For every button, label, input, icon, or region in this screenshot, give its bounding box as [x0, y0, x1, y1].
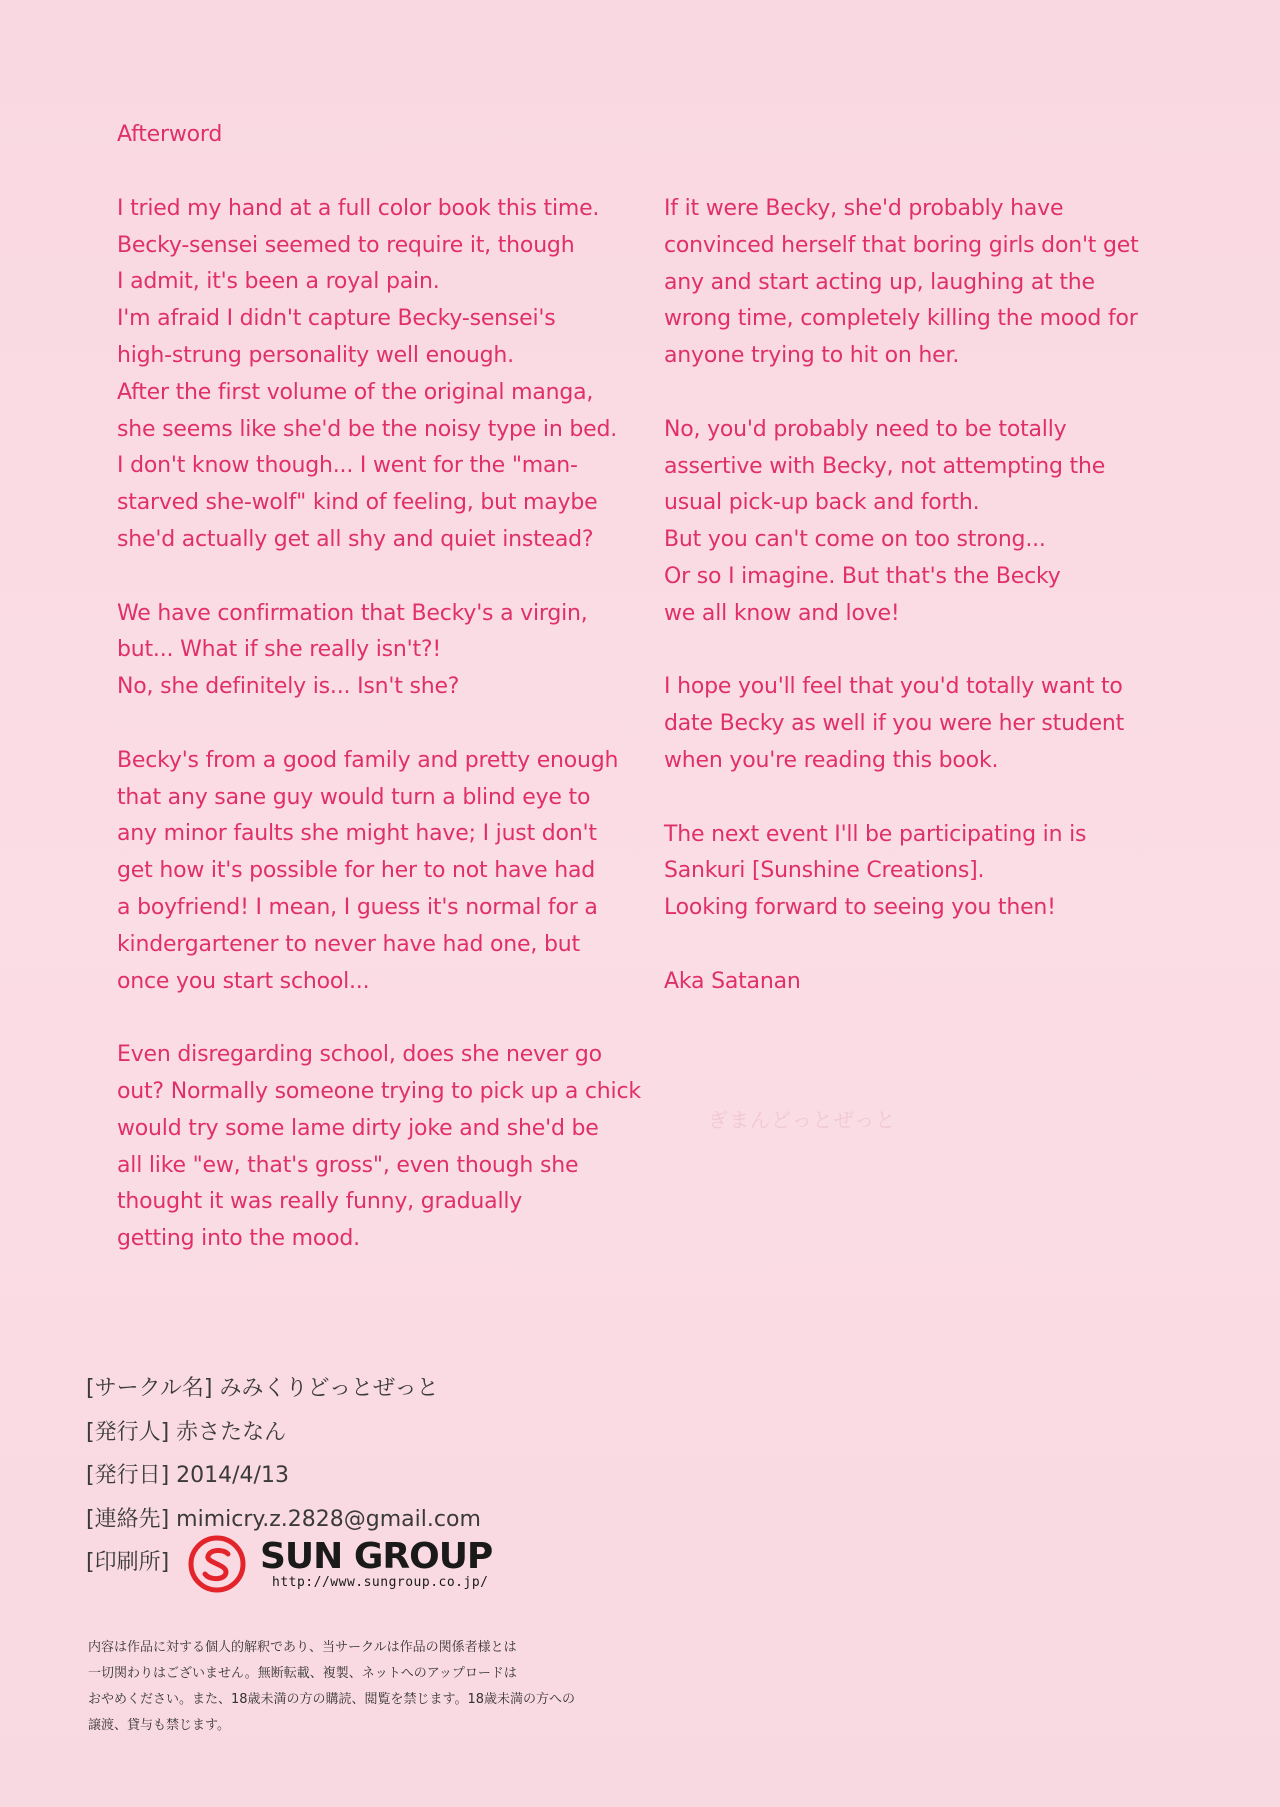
text-line: getting into the mood.	[117, 1226, 360, 1252]
publisher: [発行人] 赤さたなん	[86, 1419, 287, 1445]
disclaimer-line: 譲渡、貸与も禁じます。	[88, 1718, 230, 1733]
text-line: Aka Satanan	[664, 968, 801, 994]
text-line: If it were Becky, she'd probably have	[664, 196, 1064, 221]
faint-bleed-through-text: ぎまんどっとぜっと	[708, 1108, 897, 1132]
text-line: I admit, it's been a royal pain.	[117, 269, 440, 295]
text-line: No, she definitely is... Isn't she?	[117, 674, 460, 700]
text-line: would try some lame dirty joke and she'd be	[117, 1115, 599, 1141]
text-line: I tried my hand at a full color book this time.	[117, 195, 600, 221]
text-line: any minor faults she might have; I just don't	[117, 821, 597, 847]
text-line: kindergartener to never have had one, but	[117, 931, 580, 957]
printer-label: [印刷所]	[86, 1550, 170, 1575]
disclaimer-line: 一切関わりはございません。無断転載、複製、ネットへのアップロードは	[88, 1666, 517, 1681]
publish-date: [発行日] 2014/4/13	[86, 1463, 289, 1488]
text-line: starved she-wolf" kind of feeling, but maybe	[117, 490, 598, 516]
text-line: assertive with Becky, not attempting the	[664, 453, 1106, 479]
sun-group-logo-text: SUN GROUP	[260, 1536, 493, 1577]
sun-group-url: http://www.sungroup.co.jp/	[272, 1575, 489, 1590]
right-paragraph	[664, 191, 1139, 375]
text-line: Sankuri [Sunshine Creations].	[664, 858, 985, 884]
afterword-right-column	[664, 191, 1139, 1037]
text-line: when you're reading this book.	[664, 747, 999, 773]
disclaimer-line: 内容は作品に対する個人的解釈であり、当サークルは作品の関係者様とは	[88, 1640, 517, 1655]
printer-row	[86, 1536, 493, 1601]
left-paragraph	[117, 191, 618, 559]
text-line: date Becky as well if you were her student	[664, 711, 1125, 737]
text-line: We have confirmation that Becky's a virgin,	[117, 600, 588, 626]
right-paragraph	[664, 412, 1134, 633]
text-line: we all know and love!	[664, 600, 900, 626]
text-line: I'm afraid I didn't capture Becky-sensei's	[117, 306, 556, 332]
disclaimer-line: おやめください。また、18歳未満の方の購読、閲覧を禁じます。18歳未満の方への	[88, 1692, 576, 1707]
right-paragraph	[664, 964, 1134, 1001]
text-line: she'd actually get all shy and quiet instead?	[117, 526, 594, 552]
text-line: Becky-sensei seemed to require it, though	[117, 232, 575, 258]
circle-name: [サークル名] みみくりどっとぜっと	[86, 1376, 439, 1401]
text-line: I hope you'll feel that you'd totally want to	[664, 674, 1123, 700]
text-line: get how it's possible for her to not have had	[117, 858, 596, 884]
text-line: I don't know though... I went for the "man-	[117, 453, 578, 479]
text-line: usual pick-up back and forth.	[664, 490, 980, 516]
colophon	[86, 1367, 493, 1601]
left-paragraph	[117, 743, 619, 1001]
text-line: high-strung personality well enough.	[117, 342, 514, 368]
text-line: After the first volume of the original manga,	[117, 379, 594, 405]
text-line: out? Normally someone trying to pick up a chick	[117, 1078, 641, 1104]
text-line: but... What if she really isn't?!	[117, 637, 441, 663]
disclaimer	[88, 1635, 608, 1739]
text-line: But you can't come on too strong...	[664, 527, 1046, 553]
text-line: Becky's from a good family and pretty enough	[117, 747, 619, 773]
left-paragraph	[117, 1037, 641, 1258]
text-line: The next event I'll be participating in is	[664, 821, 1087, 847]
text-line: thought it was really funny, gradually	[117, 1189, 523, 1215]
afterword-left-column	[117, 117, 641, 1295]
sun-group-logo	[188, 1535, 548, 1595]
text-line: once you start school...	[117, 968, 370, 994]
right-paragraphs	[664, 191, 1139, 1001]
text-line: Or so I imagine. But that's the Becky	[664, 563, 1061, 589]
text-line: she seems like she'd be the noisy type in bed.	[117, 416, 618, 442]
afterword-heading: Afterword	[117, 122, 223, 147]
left-paragraph	[117, 596, 597, 706]
text-line: convinced herself that boring girls don't get	[664, 232, 1139, 258]
text-line: Looking forward to seeing you then!	[664, 895, 1056, 921]
text-line: all like "ew, that's gross", even though she	[117, 1152, 579, 1178]
text-line: a boyfriend! I mean, I guess it's normal for a	[117, 894, 598, 920]
sun-group-logo-icon	[188, 1535, 246, 1593]
right-paragraph	[664, 669, 1134, 779]
text-line: that any sane guy would turn a blind eye to	[117, 784, 591, 810]
text-line: No, you'd probably need to be totally	[664, 416, 1067, 442]
text-line: wrong time, completely killing the mood for	[664, 306, 1138, 332]
right-paragraph	[664, 817, 1134, 927]
text-line: any and start acting up, laughing at the	[664, 269, 1095, 295]
text-line: anyone trying to hit on her.	[664, 343, 960, 369]
left-paragraphs	[117, 191, 641, 1258]
contact: [連絡先] mimicry.z.2828@gmail.com	[86, 1506, 481, 1532]
text-line: Even disregarding school, does she never go	[117, 1042, 602, 1068]
